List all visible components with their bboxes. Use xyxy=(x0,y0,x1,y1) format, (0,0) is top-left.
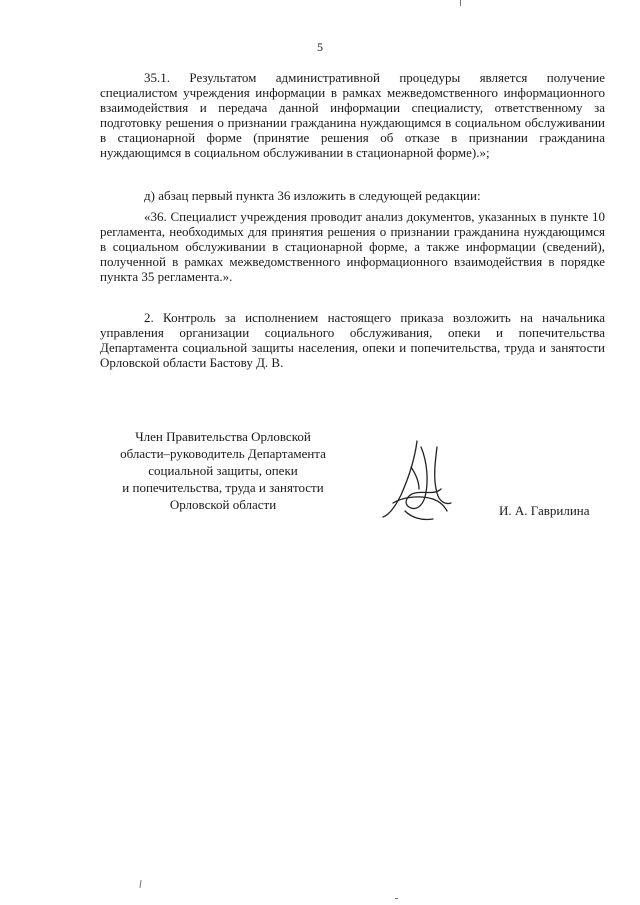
signer-position-line: Орловской области xyxy=(169,497,277,512)
page-number: 5 xyxy=(317,40,323,54)
paragraph-control: 2. Контроль за исполнением настоящего приказа возложить на начальника управления организации социального обслуживания, опеки и попечительства Департамента социальной защиты населения, опеки и попечительства, труда и занятости Орловской области Бастову Д. В. xyxy=(100,310,605,370)
signer-position xyxy=(98,428,348,513)
signer-position-line: Член Правительства Орловской xyxy=(135,429,311,444)
signer-position-line: области–руководитель Департамента xyxy=(120,446,326,461)
scan-artifact xyxy=(395,898,398,899)
paragraph-35-1: 35.1. Результатом административной процедуры является получение специалистом учреждения информации в рамках межведомственного информационного взаимодействия и передача данной информации специалисту, ответственному за подготовку решения о признании гражданина нуждающимся в социальном обслуживании в стационарной форме (принятие решения об отказе в признании гражданина нуждающимся в социальном обслуживании в стационарной форме).»; xyxy=(100,70,605,160)
scan-artifact xyxy=(460,0,461,6)
signer-position-line: социальной защиты, опеки xyxy=(148,463,298,478)
signer-name: И. А. Гаврилина xyxy=(499,503,590,518)
paragraph-amendment-d: д) абзац первый пункта 36 изложить в следующей редакции: xyxy=(144,188,481,203)
signer-position-line: и попечительства, труда и занятости xyxy=(122,480,324,495)
scan-artifact xyxy=(139,880,141,888)
paragraph-36: «36. Специалист учреждения проводит анализ документов, указанных в пункте 10 регламента, необходимых для принятия решения о признании гражданина нуждающимся в социальном обслуживании в стационарной форме, а также информации (сведений), полученной в рамках межведомственного информационного взаимодействия в порядке пункта 35 регламента.». xyxy=(100,209,605,284)
handwritten-signature xyxy=(375,437,455,532)
